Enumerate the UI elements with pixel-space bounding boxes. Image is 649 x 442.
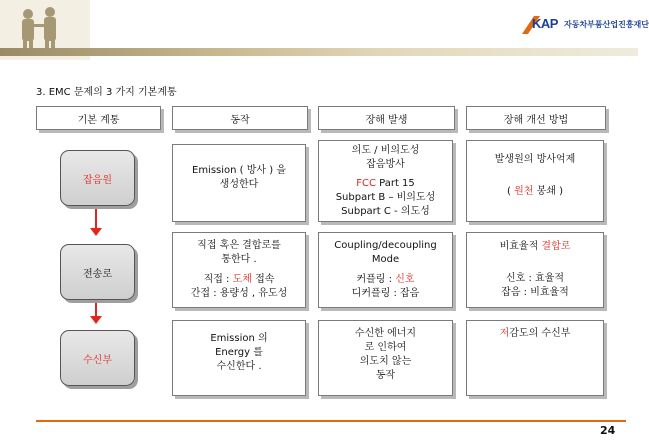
cell-line: Emission 의 xyxy=(210,333,268,344)
system-box-receiver xyxy=(60,330,135,386)
cell-line: 직접 혹은 결합로를 xyxy=(197,240,281,251)
cell-line: 로 인하여 xyxy=(364,342,407,353)
cell-line: Energy 를 xyxy=(215,347,263,358)
system-label: 잡음원 xyxy=(83,174,112,186)
cell-line: 수신한 에너지 xyxy=(354,328,417,339)
logo-text: KAP xyxy=(532,16,558,31)
cell-line: 생성한다 xyxy=(219,179,259,190)
section-title: 3. EMC 문제의 3 가지 기본계통 xyxy=(36,87,177,98)
cell-line: Mode xyxy=(371,254,400,265)
cell-line: 통한다 . xyxy=(221,254,257,265)
column-header-interference: 장해 발생 xyxy=(318,106,455,130)
improvement-cell xyxy=(466,320,604,396)
cell-line: FCC Part 15 xyxy=(356,178,415,189)
kap-logo xyxy=(520,14,649,40)
interference-cell xyxy=(318,320,453,396)
cell-line: 의도치 않는 xyxy=(359,356,412,367)
system-box-transmission-path xyxy=(60,244,135,300)
cell-line: 의도 / 비의도성 xyxy=(351,145,420,156)
cell-line: 직접 : 도체 접속 xyxy=(203,274,275,285)
cell-line: 신호 : 효율적 xyxy=(505,273,565,284)
cell-line: 잡음 : 비효율적 xyxy=(501,287,569,298)
cell-line: 비효율적 결합로 xyxy=(499,241,571,252)
cell-line: 동작 xyxy=(375,370,396,381)
cell-line: Subpart C - 의도성 xyxy=(341,206,430,217)
cell-line: Coupling/decoupling xyxy=(334,240,437,251)
cell-line: 발생원의 방사억제 xyxy=(494,154,576,165)
system-label: 전송로 xyxy=(83,268,112,280)
column-header-improvement: 장해 개선 방법 xyxy=(466,106,606,130)
operation-cell xyxy=(172,320,306,396)
cell-line: Emission ( 방사 ) 을 xyxy=(192,165,286,176)
operation-cell xyxy=(172,144,306,222)
footer-rule xyxy=(36,420,626,422)
system-label: 수신부 xyxy=(83,354,112,366)
cell-line: 잡음방사 xyxy=(366,159,405,170)
fcc-part: Part 15 xyxy=(379,178,415,189)
cell-line: Subpart B – 비의도성 xyxy=(335,192,436,203)
arrow-down-icon xyxy=(90,316,102,324)
operation-cell xyxy=(172,232,306,308)
column-header-operation: 동작 xyxy=(172,106,308,130)
header-band xyxy=(0,48,638,56)
cell-line: 저감도의 수신부 xyxy=(499,328,571,339)
page-number: 24 xyxy=(600,424,616,437)
cell-line: 수신한다 . xyxy=(216,361,262,372)
improvement-cell xyxy=(466,140,604,222)
interference-cell xyxy=(318,232,453,308)
interference-cell xyxy=(318,140,453,222)
system-box-noise-source xyxy=(60,150,135,206)
cell-line: 커플링 : 신호 xyxy=(356,274,415,285)
arrow-down-icon xyxy=(90,228,102,236)
cell-line: 간접 : 용량성 , 유도성 xyxy=(190,288,288,299)
cell-line: ( 원천 봉쇄 ) xyxy=(506,186,563,197)
cell-line: 디커플링 : 잡음 xyxy=(351,288,420,299)
improvement-cell xyxy=(466,232,604,308)
org-name: 자동차부품산업진흥재단 xyxy=(564,20,649,29)
column-header-basic-system: 기본 계통 xyxy=(36,106,161,130)
